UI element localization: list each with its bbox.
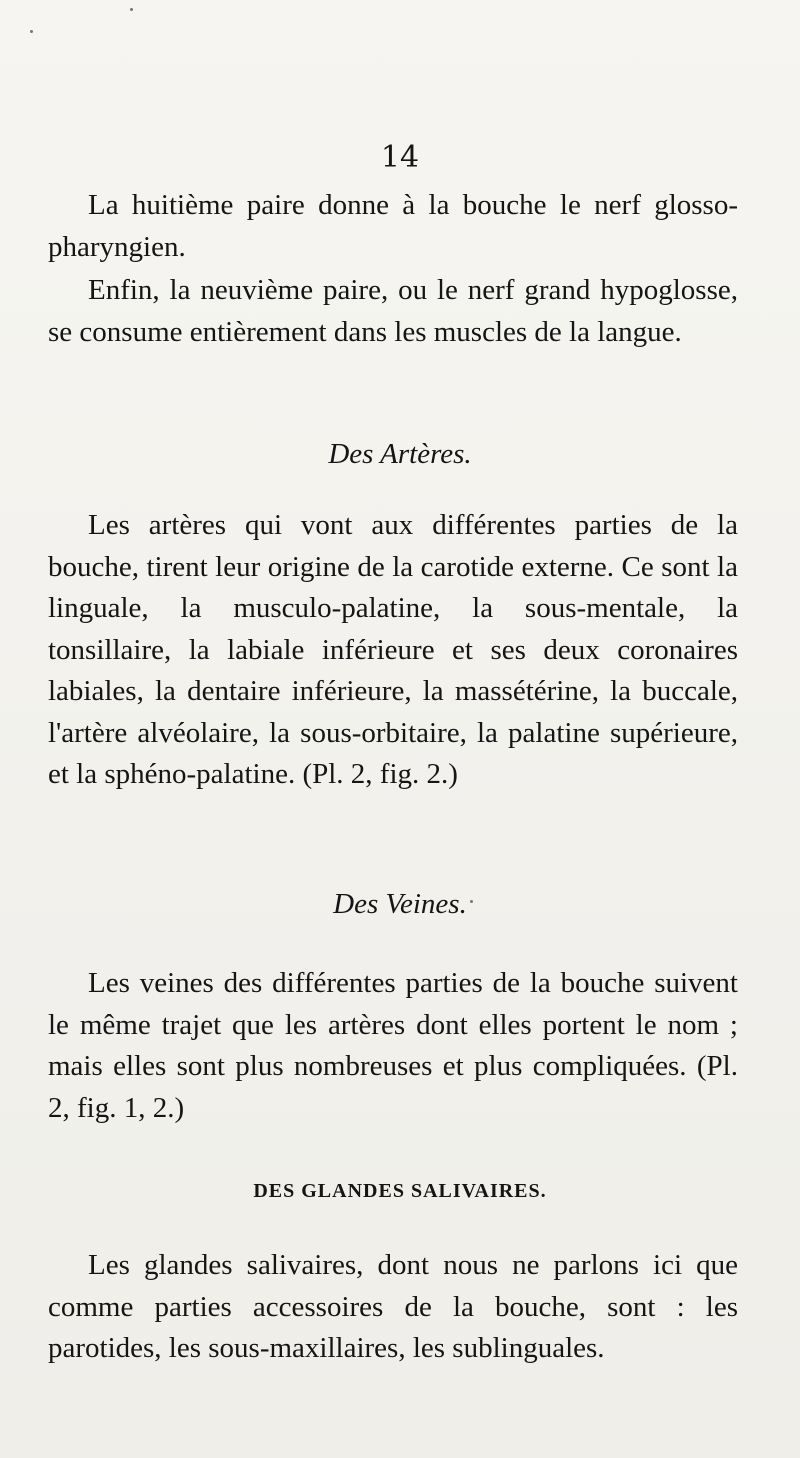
paragraph-nerf-glosso-pharyngien [48, 185, 738, 268]
paper-speck [130, 8, 133, 11]
paragraph-arteres [48, 505, 738, 796]
paragraph-text: Les veines des différentes parties de la bouche suivent le même trajet que les artères dont elles portent le nom ; mais elles sont plus nombreuses et plus compliquées. (Pl. 2, fig. 1, 2.) [48, 967, 738, 1124]
paragraph-text: La huitième paire donne à la bouche le nerf glosso-pharyngien. [48, 189, 738, 263]
paragraph-glandes [48, 1245, 738, 1370]
paragraph-text: Les artères qui vont aux différentes parties de la bouche, tirent leur origine de la carotide externe. Ce sont la linguale, la musculo-palatine, la sous-mentale, la tonsillaire, la labiale inférieure et ses deux coronaires labiales, la dentaire inférieure, la massétérine, la buccale, l'artère alvéolaire, la sous-orbitaire, la palatine supérieure, et la sphéno-palatine. (Pl. 2, fig. 2.) [48, 509, 738, 790]
heading-des-arteres: Des Artères. [328, 438, 472, 470]
paper-speck [30, 30, 33, 33]
heading-des-veines: Des Veines. [333, 888, 467, 920]
paragraph-veines [48, 963, 738, 1129]
paper-speck [470, 900, 473, 903]
paragraph-text: Enfin, la neuvième paire, ou le nerf grand hypoglosse, se consume entièrement dans les muscles de la langue. [48, 274, 738, 348]
heading-des-glandes-salivaires: DES GLANDES SALIVAIRES. [253, 1180, 547, 1202]
paragraph-nerf-hypoglosse [48, 270, 738, 353]
page-number: 14 [380, 140, 420, 175]
paragraph-text: Les glandes salivaires, dont nous ne parlons ici que comme parties accessoires de la bouche, sont : les parotides, les sous-maxillaires, les sublinguales. [48, 1249, 738, 1364]
